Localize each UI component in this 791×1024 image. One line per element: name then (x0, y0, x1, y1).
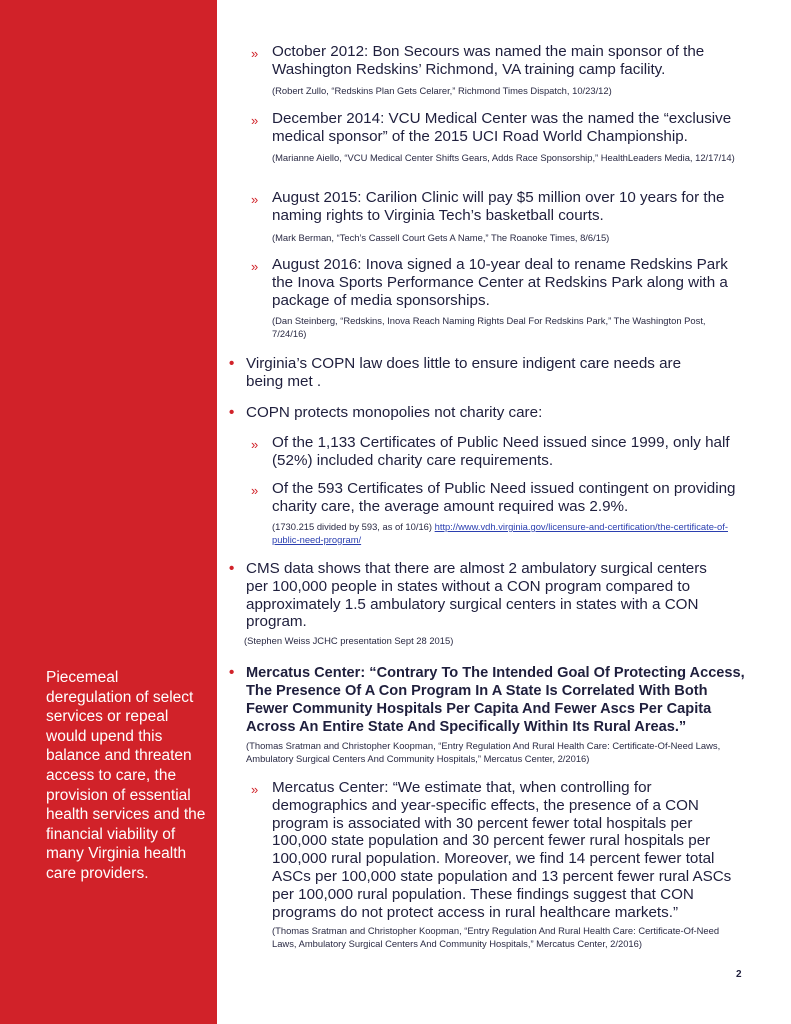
sub-bullet-icon: » (251, 782, 259, 797)
page-number: 2 (736, 969, 742, 980)
list-item-text: August 2015: Carilion Clinic will pay $5 million over 10 years for the naming rights to Virginia Tech’s basketball courts. (272, 189, 725, 224)
list-item-text: Of the 1,133 Certificates of Public Need issued since 1999, only half (52%) included charity care requirements. (272, 434, 730, 469)
citation: (Thomas Sratman and Christopher Koopman, “Entry Regulation And Rural Health Care: Certificate-Of-Need Laws, Ambulatory Surgical Centers And Community Hospitals,” Mercatus Center, 2/2016) (272, 925, 720, 949)
list-item-text: October 2012: Bon Secours was named the main sponsor of the Washington Redskins’ Richmond, VA training camp facility. (272, 43, 705, 78)
bullet-icon: • (229, 664, 235, 681)
citation (272, 521, 742, 546)
bullet-icon: • (229, 404, 235, 421)
list-item-text: August 2016: Inova signed a 10-year deal to rename Redskins Park the Inova Sports Performance Center at Redskins Park along with a package of media sponsorships. (272, 256, 728, 309)
citation-link[interactable]: http://www.vdh.virginia.gov/licensure-and-certification/the-certificate-of-public-need-program/ (272, 521, 728, 545)
sub-bullet-icon: » (251, 259, 259, 274)
list-item-text: December 2014: VCU Medical Center was the named the “exclusive medical sponsor” of the 2015 UCI Road World Championship. (272, 110, 732, 145)
citation: (Dan Steinberg, “Redskins, Inova Reach Naming Rights Deal For Redskins Park,” The Washington Post, 7/24/16) (272, 315, 706, 339)
list-item-text: CMS data shows that there are almost 2 ambulatory surgical centers per 100,000 people in states without a CON program compared to approximately 1.5 ambulatory surgical centers in states with a CON program. (246, 560, 707, 631)
list-item-text: Mercatus Center: “Contrary To The Intended Goal Of Protecting Access, The Presence Of A Con Program In A State Is Correlated With Both Fewer Community Hospitals Per Capita And Fewer Ascs Per Capita Across An Entire State And Specifically Within Its Rural Areas.” (246, 665, 745, 735)
citation: (Thomas Sratman and Christopher Koopman, “Entry Regulation And Rural Health Care: Certificate-Of-Need Laws, Ambulatory Surgical Centers And Community Hospitals,” Mercatus Center, 2/2016) (246, 740, 721, 764)
list-item-text: Virginia’s COPN law does little to ensure indigent care needs are being met . (246, 355, 682, 390)
list-item-text: COPN protects monopolies not charity care: (246, 404, 543, 421)
sub-bullet-icon: » (251, 113, 259, 128)
sub-bullet-icon: » (251, 437, 259, 452)
sub-bullet-icon: » (251, 192, 259, 207)
citation: (Stephen Weiss JCHC presentation Sept 28 2015) (244, 635, 454, 646)
bullet-icon: • (229, 560, 235, 577)
list-item-text: Of the 593 Certificates of Public Need issued contingent on providing charity care, the average amount required was 2.9%. (272, 480, 736, 515)
sub-bullet-icon: » (251, 483, 259, 498)
list-item-text: Mercatus Center: “We estimate that, when controlling for demographics and year-specific effects, the presence of a CON program is associated with 30 percent fewer total hospitals per 100,000 state population and 30 percent fewer rural hospitals per 100,000 rural population. Moreover, we find 14 percent fewer total ASCs per 100,000 state population and 13 percent fewer rural ASCs per 100,000 rural population. These findings suggest that CON programs do not protect access in rural healthcare markets.” (272, 779, 732, 921)
bullet-icon: • (229, 355, 235, 372)
sidebar-pull-quote: Piecemeal deregulation of select services or repeal would upend this balance and threaten access to care, the provision of essential health services and the financial viability of many Virginia health care providers. (46, 669, 206, 882)
citation-text: (1730.215 divided by 593, as of 10/16) (272, 521, 435, 532)
citation: (Mark Berman, “Tech’s Cassell Court Gets A Name,” The Roanoke Times, 8/6/15) (272, 232, 610, 243)
citation: (Robert Zullo, “Redskins Plan Gets Celarer,” Richmond Times Dispatch, 10/23/12) (272, 85, 612, 96)
citation: (Marianne Aiello, “VCU Medical Center Shifts Gears, Adds Race Sponsorship,” HealthLeaders Media, 12/17/14) (272, 152, 735, 163)
sidebar-panel (0, 0, 217, 1024)
sub-bullet-icon: » (251, 46, 259, 61)
